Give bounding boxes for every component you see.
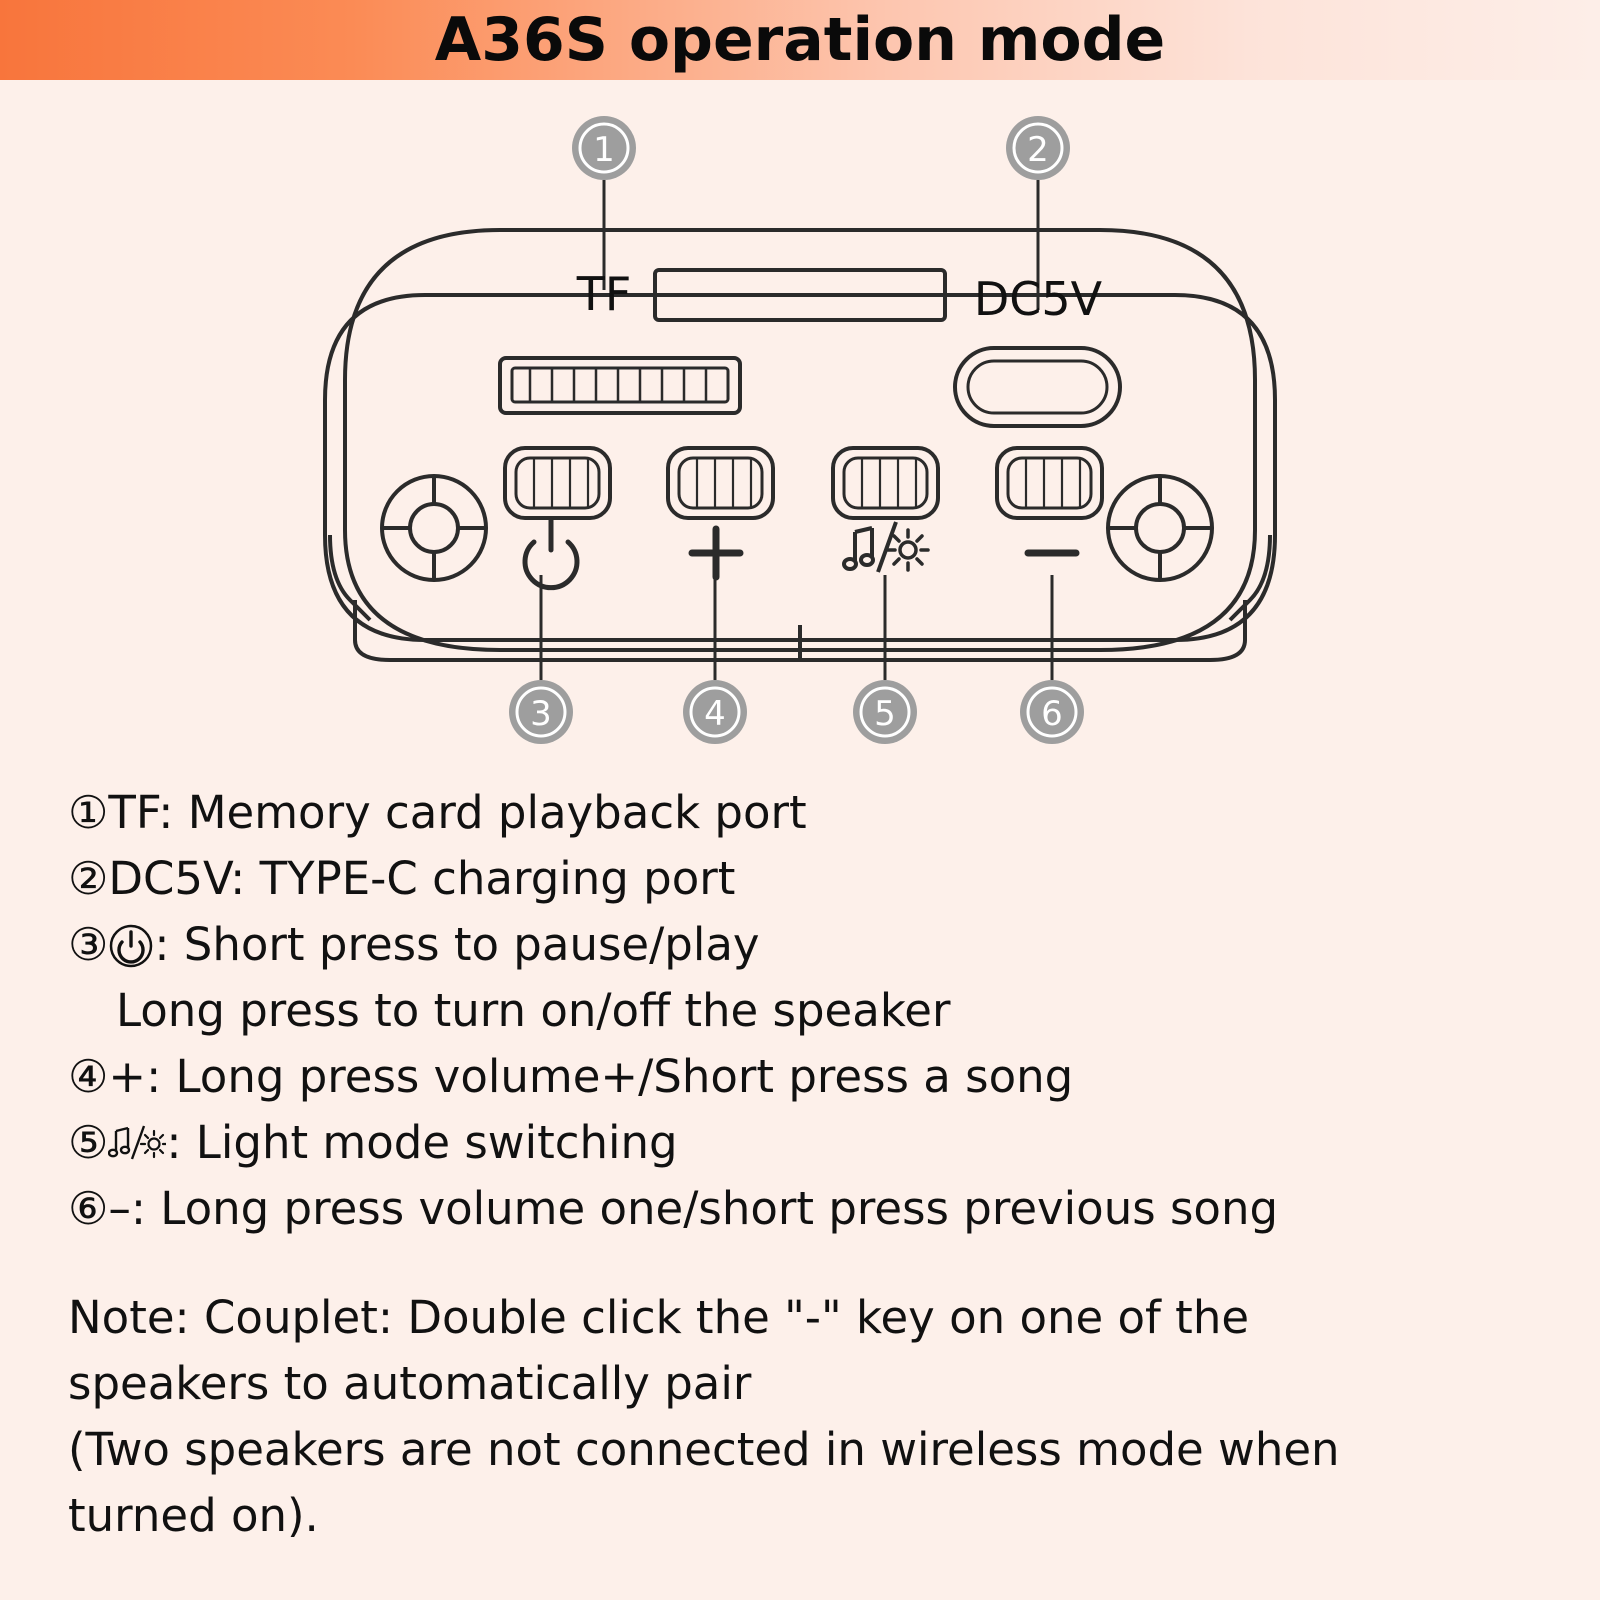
callout-2 [1006,116,1070,180]
light-mode-icon [844,522,928,572]
callout-2-label: 2 [1027,130,1049,170]
legend-item-1-symbol: TF: [108,786,174,839]
note-line-4: turned on). [68,1489,319,1542]
callout-6-label: 6 [1041,694,1063,734]
legend-item-3-cont-text: Long press to turn on/off the speaker [116,984,951,1037]
callout-1 [572,116,636,180]
note-line-1: Note: Couplet: Double click the "-" key on one of the [68,1291,1250,1344]
note-line-2: speakers to automatically pair [68,1357,752,1410]
header-banner [0,0,1600,80]
legend-item-4 [68,1044,1568,1110]
callout-4 [683,680,747,744]
legend-item-2-symbol: DC5V: [108,852,246,905]
power-icon [525,520,577,588]
speaker-left-edge-detail [330,535,370,620]
dc5v-port[interactable] [955,348,1120,426]
legend-item-6-number: ⑥ [68,1182,109,1235]
leader-lines [541,180,1052,680]
callout-1-label: 1 [593,130,615,170]
speaker-face-panel [325,295,1275,640]
speaker-right-edge-detail [1230,535,1270,620]
right-driver [1108,476,1212,580]
page-title: A36S operation mode [434,5,1166,75]
legend-item-4-text: : Long press volume+/Short press a song [146,1050,1074,1103]
plus-button[interactable] [668,448,773,577]
legend-item-5-number: ⑤ [68,1116,109,1169]
legend-item-1-text: Memory card playback port [187,786,807,839]
device-diagram [0,80,1600,770]
callout-3-label: 3 [530,694,552,734]
legend-item-4-number: ④ [68,1050,109,1103]
legend-item-2-number: ② [68,852,109,905]
power-button[interactable] [505,448,610,588]
callout-5 [853,680,917,744]
power-icon [108,912,154,978]
legend-item-5-text: : Light mode switching [166,1116,678,1169]
note-line-3: (Two speakers are not connected in wireless mode when [68,1423,1340,1476]
legend-item-2-text: TYPE-C charging port [259,852,736,905]
legend-item-2 [68,846,1568,912]
legend-item-3 [68,912,1568,978]
callout-3 [509,680,573,744]
plus-icon [692,529,740,577]
callout-5-label: 5 [874,694,896,734]
legend-item-1-number: ① [68,786,109,839]
legend-list [68,780,1568,1242]
light-mode-icon [108,1110,166,1176]
minus-button[interactable] [997,448,1102,553]
callout-4-label: 4 [704,694,726,734]
legend-item-3-text: : Short press to pause/play [154,918,760,971]
dc5v-label: DC5V [973,272,1103,326]
plus-icon: + [108,1050,147,1103]
note-block [68,1285,1568,1549]
tf-slot[interactable] [500,358,740,413]
minus-icon: – [108,1182,131,1235]
legend-item-5 [68,1110,1568,1176]
legend-item-3-continued [68,978,1568,1044]
legend-item-6 [68,1176,1568,1242]
light-mode-button[interactable] [833,448,938,572]
legend-item-1 [68,780,1568,846]
legend-item-6-text: : Long press volume one/short press previous song [130,1182,1279,1235]
left-driver [382,476,486,580]
speaker-body [325,230,1275,660]
callout-6 [1020,680,1084,744]
tf-label: TF [576,267,632,321]
legend-item-3-number: ③ [68,918,109,971]
